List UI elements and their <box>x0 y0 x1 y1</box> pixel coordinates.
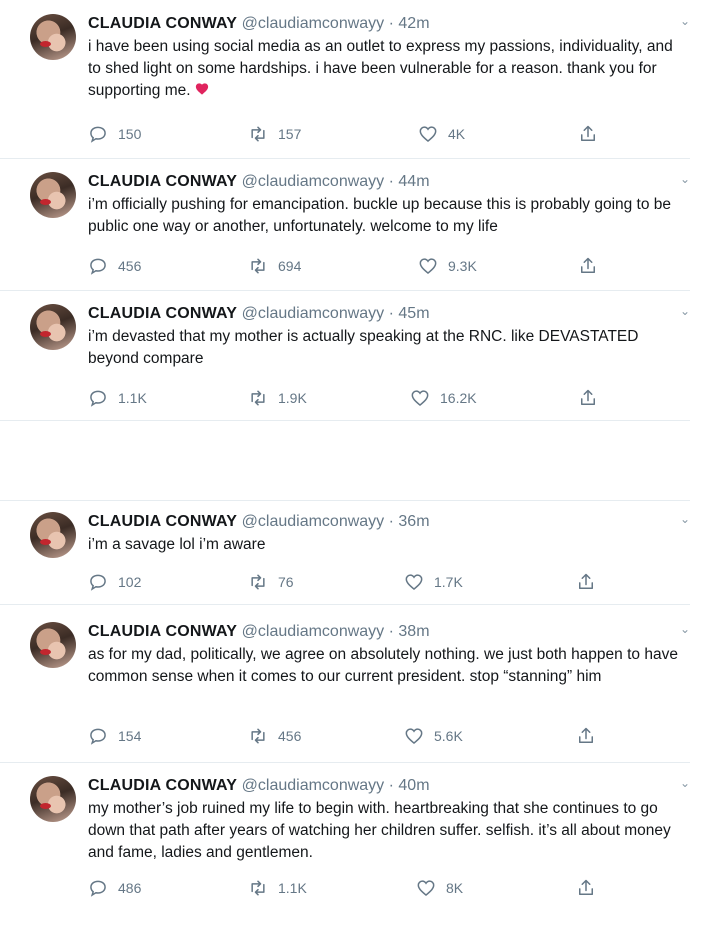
separator: · <box>388 777 394 794</box>
share-icon <box>578 124 598 144</box>
separator: · <box>388 623 394 640</box>
section-divider <box>0 500 690 501</box>
reply-icon <box>88 726 108 746</box>
tweet[interactable] <box>0 304 690 421</box>
share-button[interactable] <box>578 254 598 278</box>
share-icon <box>576 726 596 746</box>
timestamp[interactable]: 38m <box>398 623 430 640</box>
reply-button[interactable] <box>88 122 141 146</box>
tweet-text: i’m officially pushing for emancipation. buckle up because this is probably going to be public one way or another, unfortunately. welcome to my life <box>88 196 672 235</box>
chevron-down-icon[interactable]: ⌄ <box>680 304 691 318</box>
like-icon <box>410 388 430 408</box>
like-icon <box>404 572 424 592</box>
like-count: 5.6K <box>434 728 463 744</box>
retweet-count: 1.1K <box>278 880 307 896</box>
author-name[interactable]: CLAUDIA CONWAY <box>88 513 238 530</box>
avatar[interactable] <box>30 304 76 350</box>
chevron-down-icon[interactable]: ⌄ <box>680 14 691 28</box>
author-handle[interactable]: @claudiamconwayy <box>241 15 385 32</box>
author-handle[interactable]: @claudiamconwayy <box>241 173 385 190</box>
tweet-text: i’m a savage lol i’m aware <box>88 536 266 553</box>
like-button[interactable] <box>404 570 463 594</box>
retweet-button[interactable] <box>248 724 301 748</box>
tweet-actions <box>88 386 608 410</box>
retweet-count: 157 <box>278 126 302 142</box>
reply-icon <box>88 256 108 276</box>
like-button[interactable] <box>418 122 465 146</box>
tweet-actions <box>88 122 608 146</box>
reply-icon <box>88 388 108 408</box>
like-count: 4K <box>448 126 466 142</box>
like-button[interactable] <box>416 876 463 900</box>
retweet-button[interactable] <box>248 122 301 146</box>
separator: · <box>388 15 394 32</box>
tweet-text: as for my dad, politically, we agree on absolutely nothing. we just both happen to have common sense when it comes to our current president. stop “stanning” him <box>88 646 678 685</box>
retweet-icon <box>248 388 268 408</box>
tweet-actions <box>88 570 608 594</box>
share-button[interactable] <box>576 570 596 594</box>
reply-button[interactable] <box>88 570 141 594</box>
separator: · <box>388 173 394 190</box>
tweet-text <box>88 36 688 102</box>
timestamp[interactable]: 36m <box>398 513 430 530</box>
retweet-icon <box>248 124 268 144</box>
share-icon <box>578 388 598 408</box>
share-icon <box>576 572 596 592</box>
tweet[interactable] <box>0 14 690 159</box>
like-icon <box>416 878 436 898</box>
retweet-count: 76 <box>278 574 294 590</box>
like-count: 8K <box>446 880 464 896</box>
chevron-down-icon[interactable]: ⌄ <box>680 776 691 790</box>
author-name[interactable]: CLAUDIA CONWAY <box>88 15 238 32</box>
like-button[interactable] <box>410 386 477 410</box>
reply-count: 456 <box>118 258 142 274</box>
tweet[interactable] <box>0 776 690 916</box>
separator: · <box>388 305 394 322</box>
reply-button[interactable] <box>88 876 141 900</box>
share-button[interactable] <box>576 876 596 900</box>
retweet-count: 694 <box>278 258 302 274</box>
tweet-header <box>88 14 430 34</box>
tweet-header <box>88 622 430 642</box>
like-button[interactable] <box>418 254 477 278</box>
author-handle[interactable]: @claudiamconwayy <box>241 513 385 530</box>
chevron-down-icon[interactable]: ⌄ <box>680 172 691 186</box>
share-icon <box>578 256 598 276</box>
avatar[interactable] <box>30 512 76 558</box>
avatar[interactable] <box>30 14 76 60</box>
timestamp[interactable]: 40m <box>398 777 430 794</box>
retweet-button[interactable] <box>248 254 301 278</box>
timestamp[interactable]: 42m <box>398 15 430 32</box>
tweet-header <box>88 512 430 532</box>
like-icon <box>404 726 424 746</box>
tweet-header <box>88 304 430 324</box>
retweet-icon <box>248 726 268 746</box>
author-name[interactable]: CLAUDIA CONWAY <box>88 173 238 190</box>
author-handle[interactable]: @claudiamconwayy <box>241 777 385 794</box>
avatar[interactable] <box>30 172 76 218</box>
retweet-button[interactable] <box>248 386 307 410</box>
like-count: 1.7K <box>434 574 463 590</box>
retweet-count: 456 <box>278 728 302 744</box>
retweet-count: 1.9K <box>278 390 307 406</box>
avatar[interactable] <box>30 622 76 668</box>
author-handle[interactable]: @claudiamconwayy <box>241 623 385 640</box>
tweet-actions <box>88 724 608 748</box>
tweet-text-body: i have been using social media as an outlet to express my passions, individuality, and to shed light on some hardships. i have been vulnerable for a reason. thank you for supporting me. <box>88 38 673 99</box>
tweet-header <box>88 172 430 192</box>
reply-count: 486 <box>118 880 142 896</box>
reply-count: 150 <box>118 126 142 142</box>
tweet-actions <box>88 876 608 900</box>
retweet-button[interactable] <box>248 876 307 900</box>
author-name[interactable]: CLAUDIA CONWAY <box>88 623 238 640</box>
retweet-button[interactable] <box>248 570 294 594</box>
author-handle[interactable]: @claudiamconwayy <box>241 305 385 322</box>
timestamp[interactable]: 44m <box>398 173 430 190</box>
retweet-icon <box>248 572 268 592</box>
chevron-down-icon[interactable]: ⌄ <box>680 622 691 636</box>
reply-button[interactable] <box>88 724 141 748</box>
tweet-text: i’m devasted that my mother is actually speaking at the RNC. like DEVASTATED beyond compare <box>88 328 639 367</box>
retweet-icon <box>248 878 268 898</box>
share-button[interactable] <box>578 386 598 410</box>
like-icon <box>418 256 438 276</box>
chevron-down-icon[interactable]: ⌄ <box>680 512 691 526</box>
like-count: 9.3K <box>448 258 477 274</box>
like-icon <box>418 124 438 144</box>
share-button[interactable] <box>576 724 596 748</box>
reply-button[interactable] <box>88 254 141 278</box>
reply-count: 1.1K <box>118 390 147 406</box>
share-button[interactable] <box>578 122 598 146</box>
tweet-header <box>88 776 430 796</box>
tweet[interactable] <box>0 512 690 605</box>
author-name[interactable]: CLAUDIA CONWAY <box>88 777 238 794</box>
reply-button[interactable] <box>88 386 147 410</box>
tweet-text: my mother’s job ruined my life to begin with. heartbreaking that she continues to go down that path after years of watching her children suffer. selfish. it’s all about money and fame, ladies and gentlemen. <box>88 800 671 861</box>
reply-icon <box>88 878 108 898</box>
like-count: 16.2K <box>440 390 477 406</box>
reply-count: 102 <box>118 574 142 590</box>
tweet-actions <box>88 254 608 278</box>
reply-icon <box>88 124 108 144</box>
tweet[interactable] <box>0 172 690 291</box>
retweet-icon <box>248 256 268 276</box>
like-button[interactable] <box>404 724 463 748</box>
reply-icon <box>88 572 108 592</box>
reply-count: 154 <box>118 728 142 744</box>
author-name[interactable]: CLAUDIA CONWAY <box>88 305 238 322</box>
timestamp[interactable]: 45m <box>398 305 430 322</box>
separator: · <box>388 513 394 530</box>
share-icon <box>576 878 596 898</box>
avatar[interactable] <box>30 776 76 822</box>
tweet[interactable] <box>0 622 690 763</box>
red-heart-emoji-icon <box>195 82 209 96</box>
